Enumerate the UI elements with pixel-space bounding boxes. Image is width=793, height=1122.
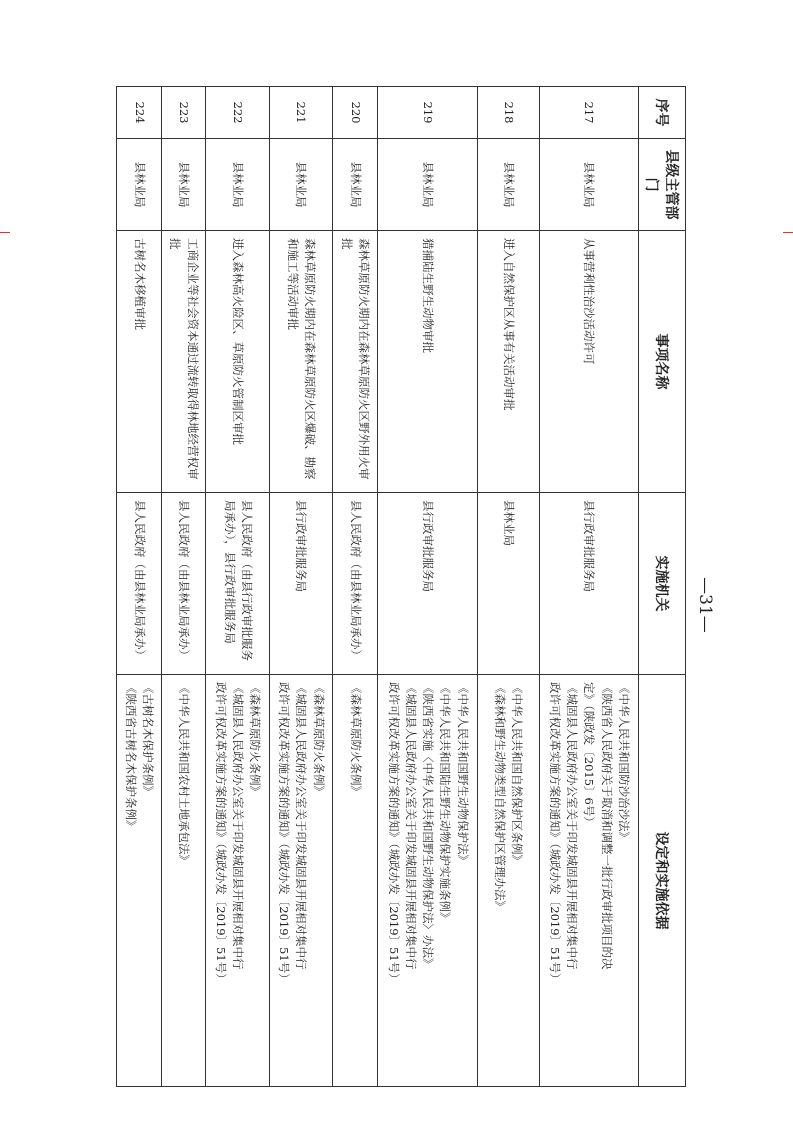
- cell-serial-number: 217: [539, 87, 638, 139]
- page-number: [683, 540, 727, 670]
- approval-items-table: [116, 86, 686, 1087]
- legal-basis-line: 《森林草原防火条例》: [311, 682, 326, 797]
- cell-implementing-agency: 县林业局: [477, 493, 539, 675]
- cell-serial-number: 222: [206, 87, 270, 139]
- table-row: [270, 87, 333, 1087]
- cell-item-name: 森林草原防火期内在森林草原防火区爆破、勘察和施工等活动审批: [270, 231, 333, 493]
- cell-serial-number: 218: [477, 87, 539, 139]
- cell-implementing-agency: 县行政审批服务局: [539, 493, 638, 675]
- legal-basis-line: 《森林草原防火条例》: [348, 682, 363, 797]
- legal-basis-line: 《中华人民共和国陆生野生动物保护实施条例》: [438, 682, 453, 924]
- legal-basis-line: 《城固县人民政府办公室关于印发城固县开展相对集中行: [565, 682, 580, 970]
- table-body: [117, 87, 639, 1087]
- page-number-text: —31—: [695, 577, 716, 633]
- legal-basis-line: 《古树名木保护条例》: [141, 682, 156, 797]
- legal-basis-line: 《城固县人民政府办公室关于印发城固县开展相对集中行: [404, 682, 418, 970]
- crop-mark-left: [0, 232, 10, 233]
- cell-department: 县林业局: [539, 139, 638, 231]
- cell-department: 县林业局: [161, 139, 205, 231]
- cell-implementing-agency: 县人民政府（由县行政审批服务局承办），县行政审批服务局: [206, 493, 270, 675]
- legal-basis-line: 政许可权改革实施方案的通知》（城政办发〔2019〕51号）: [213, 682, 228, 985]
- cell-serial-number: 221: [270, 87, 333, 139]
- legal-basis-line: 政许可权改革实施方案的通知》（城政办发〔2019〕51号）: [386, 682, 401, 985]
- header-department: 县级主管部门: [639, 139, 686, 231]
- table-row: [477, 87, 539, 1087]
- cell-serial-number: 223: [161, 87, 205, 139]
- cell-legal-basis: [332, 675, 378, 1087]
- header-item-name: 事项名称: [639, 231, 686, 493]
- cell-implementing-agency: 县人民政府（由县林业局承办）: [161, 493, 205, 675]
- legal-basis-line: 《陕西省古树名木保护条例》: [123, 682, 138, 832]
- legal-basis-line: 《森林和野生动物类型自然保护区管理办法》: [493, 682, 508, 912]
- legal-basis-line: 政许可权改革实施方案的通知》（城政办发〔2019〕51号）: [277, 682, 292, 985]
- table-row: [378, 87, 477, 1087]
- cell-legal-basis: [117, 675, 162, 1087]
- legal-basis-line: 《城固县人民政府办公室关于印发城固县开展相对集中行: [231, 682, 246, 970]
- cell-department: 县林业局: [477, 139, 539, 231]
- legal-basis-line: 《中华人民共和国防沙治沙法》: [616, 682, 631, 843]
- cell-serial-number: 224: [117, 87, 162, 139]
- cell-implementing-agency: 县行政审批服务局: [378, 493, 477, 675]
- cell-item-name: 猎捕陆生野生动物审批: [378, 231, 477, 493]
- header-legal-basis: 设定和实施依据: [639, 675, 686, 1087]
- cell-serial-number: 219: [378, 87, 477, 139]
- cell-implementing-agency: 县人民政府（由县林业局承办）: [332, 493, 378, 675]
- cell-legal-basis: [477, 675, 539, 1087]
- cell-legal-basis: [161, 675, 205, 1087]
- cell-department: 县林业局: [117, 139, 162, 231]
- legal-basis-line: 《中华人民共和国农村土地承包法》: [177, 682, 192, 866]
- table-row: [539, 87, 638, 1087]
- legal-basis-line: 《城固县人民政府办公室关于印发城固县开展相对集中行: [294, 682, 309, 970]
- cell-item-name: 进入森林高火险区、草原防火管制区审批: [206, 231, 270, 493]
- cell-legal-basis: [539, 675, 638, 1087]
- cell-item-name: 从事营利性治沙活动许可: [539, 231, 638, 493]
- header-serial-number: 序号: [639, 87, 686, 139]
- cell-legal-basis: [270, 675, 333, 1087]
- legal-basis-line: 《陕西省实施〈中华人民共和国野生动物保护法〉办法》: [421, 682, 436, 970]
- cell-department: 县林业局: [332, 139, 378, 231]
- legal-basis-line: 政许可权改革实施方案的通知》（城政办发〔2019〕51号）: [547, 682, 562, 985]
- cell-serial-number: 220: [332, 87, 378, 139]
- cell-legal-basis: [378, 675, 477, 1087]
- legal-basis-line: 《陕西省人民政府关于取消和调整一批行政审批项目的决: [599, 682, 614, 970]
- cell-item-name: 进入自然保护区从事有关活动审批: [477, 231, 539, 493]
- cell-department: 县林业局: [206, 139, 270, 231]
- table-row: [117, 87, 162, 1087]
- cell-item-name: 森林草原防火期内在森林草原防火区野外用火审批: [332, 231, 378, 493]
- table-row: [206, 87, 270, 1087]
- cell-department: 县林业局: [270, 139, 333, 231]
- legal-basis-line: 定》（陕政发〔2015〕6号）: [582, 682, 597, 828]
- cell-implementing-agency: 县行政审批服务局: [270, 493, 333, 675]
- table-header-row: [639, 87, 686, 1087]
- header-implementing-agency: 实施机关: [639, 493, 686, 675]
- legal-basis-line: 《中华人民共和国自然保护区条例》: [510, 682, 525, 866]
- cell-item-name: 工商企业等社会资本通过流转取得林地经营权审批: [161, 231, 205, 493]
- legal-basis-line: 《中华人民共和国野生动物保护法》: [455, 682, 470, 866]
- cell-item-name: 古树名木移植审批: [117, 231, 162, 493]
- crop-mark-right: [783, 232, 793, 233]
- cell-department: 县林业局: [378, 139, 477, 231]
- cell-implementing-agency: 县人民政府（由县林业局承办）: [117, 493, 162, 675]
- rotated-table-area: [116, 86, 686, 1086]
- legal-basis-line: 《森林草原防火条例》: [248, 682, 263, 797]
- cell-legal-basis: [206, 675, 270, 1087]
- table-row: [332, 87, 378, 1087]
- table-row: [161, 87, 205, 1087]
